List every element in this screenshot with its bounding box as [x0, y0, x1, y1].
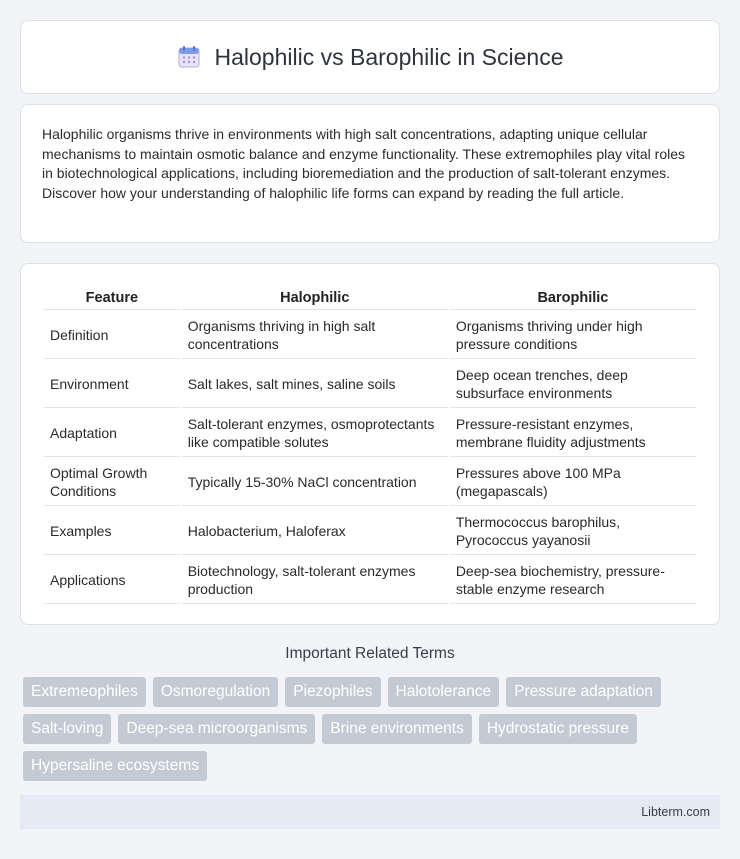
- table-header-row: [44, 286, 696, 310]
- table-cell-feature: Examples: [44, 508, 180, 555]
- table-row: [44, 312, 696, 359]
- comparison-table-card: [20, 263, 720, 625]
- related-term-tag[interactable]: Halotolerance: [388, 677, 500, 707]
- table-row: [44, 361, 696, 408]
- footer: [20, 795, 720, 829]
- table-cell-feature: Adaptation: [44, 410, 180, 457]
- table-cell-halophilic: Biotechnology, salt-tolerant enzymes production: [182, 557, 448, 604]
- table-cell-feature: Applications: [44, 557, 180, 604]
- calendar-icon: [177, 45, 201, 69]
- table-cell-barophilic: Thermococcus barophilus, Pyrococcus yayanosii: [450, 508, 696, 555]
- column-header: Halophilic: [182, 286, 448, 310]
- column-header: Barophilic: [450, 286, 696, 310]
- related-term-tag[interactable]: Brine environments: [322, 714, 472, 744]
- table-cell-halophilic: Typically 15-30% NaCl concentration: [182, 459, 448, 506]
- related-term-tag[interactable]: Pressure adaptation: [506, 677, 661, 707]
- table-cell-halophilic: Organisms thriving in high salt concentrations: [182, 312, 448, 359]
- related-term-tag[interactable]: Hypersaline ecosystems: [23, 751, 207, 781]
- related-term-tag[interactable]: Extremeophiles: [23, 677, 146, 707]
- table-cell-halophilic: Salt lakes, salt mines, saline soils: [182, 361, 448, 408]
- table-row: [44, 410, 696, 457]
- page-title: Halophilic vs Barophilic in Science: [214, 43, 564, 70]
- table-cell-feature: Definition: [44, 312, 180, 359]
- table-cell-halophilic: Halobacterium, Haloferax: [182, 508, 448, 555]
- table-cell-barophilic: Pressures above 100 MPa (megapascals): [450, 459, 696, 506]
- table-cell-barophilic: Deep-sea biochemistry, pressure-stable enzyme research: [450, 557, 696, 604]
- table-row: [44, 557, 696, 604]
- header-card: [20, 20, 720, 94]
- comparison-table: [42, 284, 698, 606]
- intro-card: [20, 104, 720, 243]
- related-term-tag[interactable]: Osmoregulation: [153, 677, 278, 707]
- column-header: Feature: [44, 286, 180, 310]
- related-terms-tags: [23, 677, 723, 781]
- related-term-tag[interactable]: Salt-loving: [23, 714, 111, 744]
- table-cell-barophilic: Organisms thriving under high pressure conditions: [450, 312, 696, 359]
- table-row: [44, 459, 696, 506]
- intro-text: Halophilic organisms thrive in environments with high salt concentrations, adapting unique cellular mechanisms to maintain osmotic balance and enzyme functionality. These extremophiles play vital roles in biotechnological applications, including bioremediation and the production of salt-tolerant enzymes. Discover how your understanding of halophilic life forms can expand by reading the full article.: [42, 126, 686, 201]
- table-row: [44, 508, 696, 555]
- table-cell-feature: Environment: [44, 361, 180, 408]
- related-term-tag[interactable]: Hydrostatic pressure: [479, 714, 637, 744]
- table-cell-barophilic: Pressure-resistant enzymes, membrane fluidity adjustments: [450, 410, 696, 457]
- table-cell-halophilic: Salt-tolerant enzymes, osmoprotectants like compatible solutes: [182, 410, 448, 457]
- table-cell-barophilic: Deep ocean trenches, deep subsurface environments: [450, 361, 696, 408]
- related-term-tag[interactable]: Piezophiles: [285, 677, 380, 707]
- related-term-tag[interactable]: Deep-sea microorganisms: [118, 714, 315, 744]
- footer-site-link[interactable]: Libterm.com: [641, 805, 710, 819]
- table-cell-feature: Optimal Growth Conditions: [44, 459, 180, 506]
- related-terms-title: Important Related Terms: [285, 645, 455, 662]
